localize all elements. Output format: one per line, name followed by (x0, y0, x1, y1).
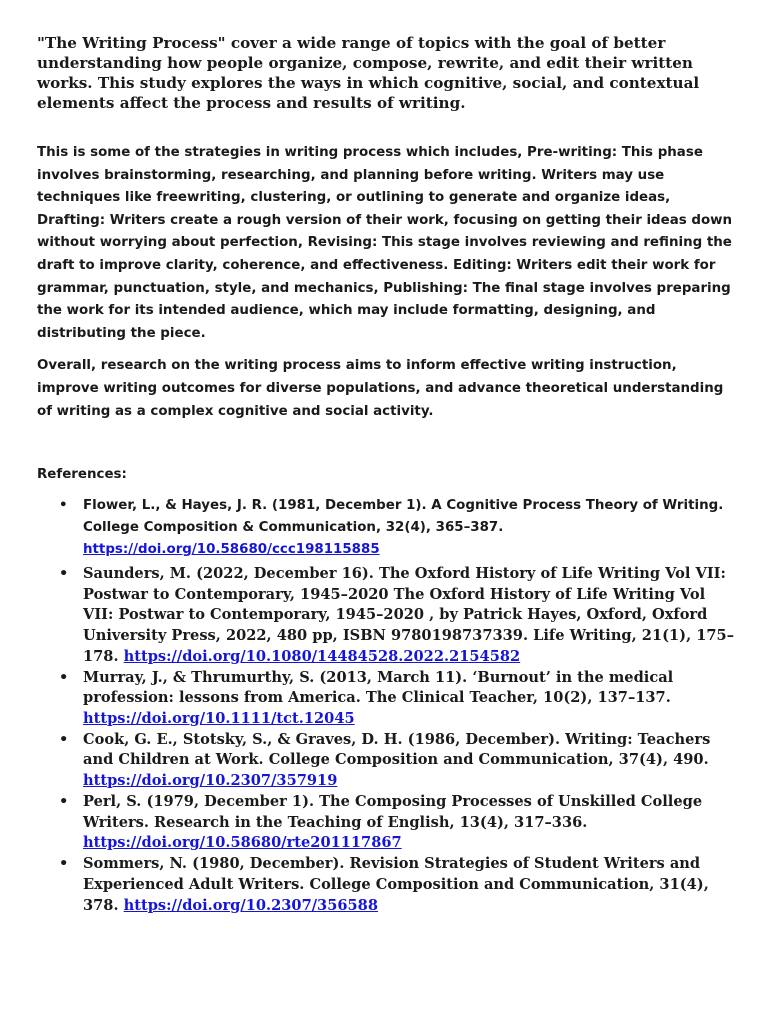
references-heading: References: (37, 467, 127, 483)
strategies-paragraph: This is some of the strategies in writing process which includes, Pre-writing: This phase involves brainstorming, researching, and planning before writing. Writers may use techniques like freewriting, clustering, or outlining to generate and organize ideas, Drafting: Writers create a rough version of their work, focusing on getting their ideas down without worrying about perfection, Revising: This stage involves reviewing and refining the draft to improve clarity, coherence, and effectiveness. Editing: Writers edit their work for grammar, punctuation, style, and mechanics, Publishing: The final stage involves preparing the work for its intended audience, which may include formatting, designing, and distributing the piece. (37, 145, 733, 341)
references-list (37, 495, 737, 916)
bullet-icon: • (59, 498, 68, 514)
reference-item-perl (37, 792, 737, 854)
reference-item-cook (37, 730, 737, 792)
doi-link[interactable]: https://doi.org/10.58680/rte201117867 (83, 834, 402, 852)
doi-link[interactable]: https://doi.org/10.1111/tct.12045 (83, 709, 355, 727)
bullet-icon: • (59, 793, 69, 811)
reference-item-saunders (37, 564, 737, 667)
reference-text: Flower, L., & Hayes, J. R. (1981, December 1). A Cognitive Process Theory of Writing. College Composition & Communication, 32(4), 365–387. (83, 498, 724, 536)
bullet-icon: • (59, 730, 69, 748)
reference-text: Murray, J., & Thrumurthy, S. (2013, March 11). ‘Burnout’ in the medical profession: lessons from America. The Clinical Teacher, 10(2), 137–137. (83, 668, 674, 707)
overall-paragraph: Overall, research on the writing process aims to inform effective writing instruction, improve writing outcomes for diverse populations, and advance theoretical understanding of writing as a complex cognitive and social activity. (37, 358, 724, 419)
intro-paragraph: "The Writing Process" cover a wide range of topics with the goal of better understanding how people organize, compose, rewrite, and edit their written works. This study explores the ways in which cognitive, social, and contextual elements affect the process and results of writing. (37, 34, 700, 112)
doi-link[interactable]: https://doi.org/10.1080/14484528.2022.2154582 (123, 647, 521, 665)
doi-link[interactable]: https://doi.org/10.2307/356588 (123, 896, 378, 914)
reference-text: Perl, S. (1979, December 1). The Composing Processes of Unskilled College Writers. Research in the Teaching of English, 13(4), 317–336. (83, 793, 703, 831)
doi-link[interactable]: https://doi.org/10.58680/ccc198115885 (83, 542, 380, 558)
reference-text: Cook, G. E., Stotsky, S., & Graves, D. H. (1986, December). Writing: Teachers and Children at Work. College Composition and Communication, 37(4), 490. (83, 730, 711, 769)
reference-text: Sommers, N. (1980, December). Revision Strategies of Student Writers and Experienced Adult Writers. College Composition and Communication, 31(4), 378. (83, 855, 709, 914)
bullet-icon: • (59, 855, 69, 873)
document-page (37, 33, 737, 917)
reference-item-murray (37, 668, 737, 730)
bullet-icon: • (59, 668, 69, 686)
reference-item-sommers (37, 854, 737, 916)
bullet-icon: • (59, 565, 69, 583)
reference-item-flower (37, 495, 737, 561)
doi-link[interactable]: https://doi.org/10.2307/357919 (83, 772, 338, 790)
reference-text: Saunders, M. (2022, December 16). The Oxford History of Life Writing Vol VII: Postwar to Contemporary, 1945–2020 The Oxford History of Life Writing Vol VII: Postwar to Contemporary, 1945–2020 , by Patrick Hayes, Oxford, Oxford University Press, 2022, 480 pp, ISBN 9780198737339. Life Writing, 21(1), 175–178. (83, 565, 734, 665)
